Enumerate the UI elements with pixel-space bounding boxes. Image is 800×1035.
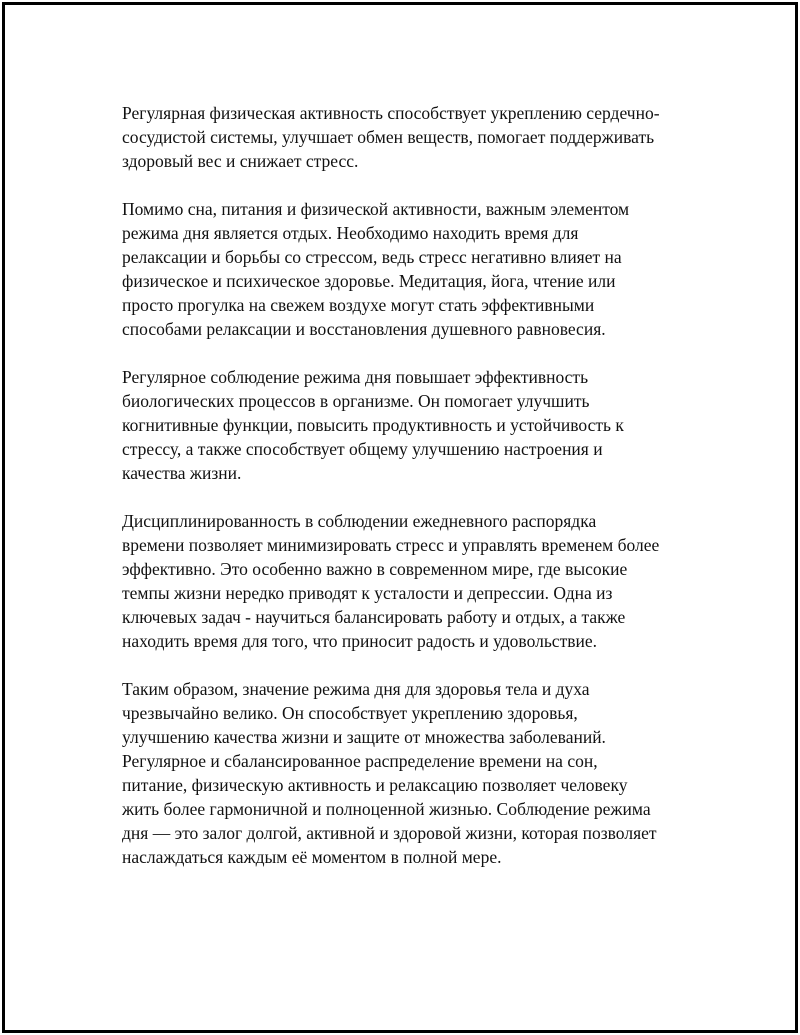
paragraph-physical-activity: Регулярная физическая активность способствует укреплению сердечно- сосудистой системы, улучшает обмен веществ, помогает поддерживать здоровый вес и снижает стресс.: [122, 103, 660, 171]
document-body: [122, 101, 697, 893]
page-frame: [2, 2, 798, 1033]
paragraph-discipline: Дисциплинированность в соблюдении ежедневного распорядка времени позволяет минимизировать стресс и управлять временем более эффективно. Это особенно важно в современном мире, где высокие темпы жизни нередко приводят к усталости и депрессии. Одна из ключевых задач - научиться балансировать работу и отдых, а также находить время для того, что приносит радость и удовольствие.: [122, 511, 660, 651]
paragraph-conclusion: Таким образом, значение режима дня для здоровья тела и духа чрезвычайно велико. Он способствует укреплению здоровья, улучшению качества жизни и защите от множества заболеваний. Регулярное и сбалансированное распределение времени на сон, питание, физическую активность и релаксацию позволяет человеку жить более гармоничной и полноценной жизнью. Соблюдение режима дня — это залог долгой, активной и здоровой жизни, которая позволяет наслаждаться каждым её моментом в полной мере.: [122, 679, 657, 867]
paragraph-rest: Помимо сна, питания и физической активности, важным элементом режима дня является отдых. Необходимо находить время для релаксации и борьбы со стрессом, ведь стресс негативно влияет на физическое и психическое здоровье. Медитация, йога, чтение или просто прогулка на свежем воздухе могут стать эффективными способами релаксации и восстановления душевного равновесия.: [122, 199, 630, 339]
paragraph-regularity: Регулярное соблюдение режима дня повышает эффективность биологических процессов в организме. Он помогает улучшить когнитивные функции, повысить продуктивность и устойчивость к стрессу, а также способствует общему улучшению настроения и качества жизни.: [122, 367, 624, 483]
